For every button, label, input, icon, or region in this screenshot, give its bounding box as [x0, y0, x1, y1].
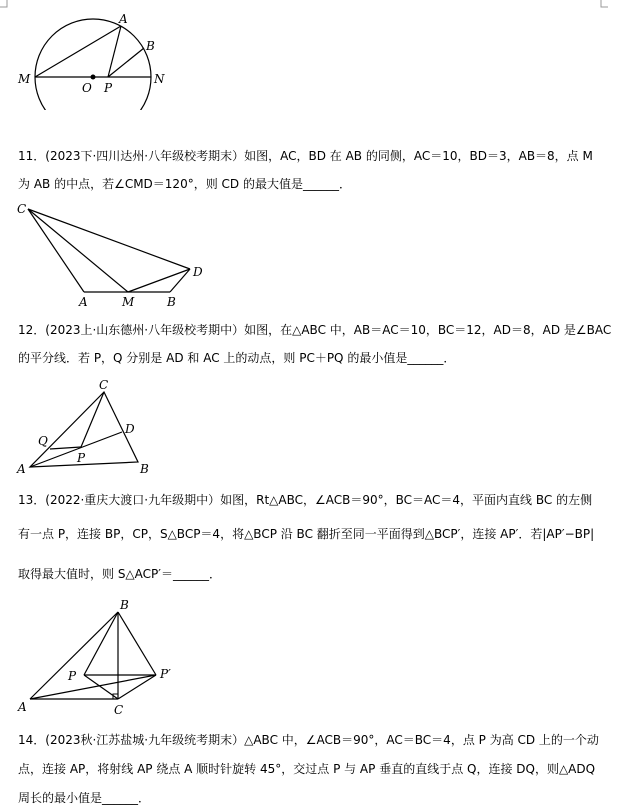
- label-a: A: [119, 12, 128, 26]
- label-b: B: [146, 39, 155, 53]
- label-p: P: [104, 81, 113, 95]
- label-d: D: [125, 422, 135, 436]
- q11-line-2: 为 AB 的中点，若∠CMD＝120°，则 CD 的最大值是______．: [18, 177, 351, 191]
- label-c: C: [114, 703, 124, 717]
- circle-o: [35, 19, 151, 110]
- label-b: B: [140, 462, 149, 476]
- q11-figure: [0, 196, 220, 314]
- label-m: M: [18, 72, 31, 86]
- q13-line-1: 13．(2022·重庆大渡口·九年级期中）如图，Rt△ABC，∠ACB＝90°，BC＝AC＝4，平面内直线 BC 的左侧: [18, 493, 593, 507]
- q13-line-3: 取得最大值时，则 S△ACP′＝______．: [18, 567, 221, 581]
- q11-line-1: 11．(2023下·四川达州·八年级校考期末）如图，AC，BD 在 AB 的同侧，AC＝10，BD＝3，AB＝8，点 M: [18, 149, 593, 163]
- label-o: O: [82, 81, 92, 95]
- label-p-prime: P′: [160, 667, 171, 681]
- segment-pb: [108, 48, 144, 77]
- q12-figure: [0, 372, 170, 480]
- label-d: D: [193, 265, 203, 279]
- segment-ma: [35, 26, 121, 77]
- q14-line-1: 14．(2023秋·江苏盐城·九年级统考期末）△ABC 中，∠ACB＝90°，AC＝BC＝4，点 P 为高 CD 上的一个动: [18, 733, 599, 747]
- label-c: C: [17, 202, 27, 216]
- q14-line-2: 点，连接 AP，将射线 AP 绕点 A 顺时针旋转 45°，交过点 P 与 AP 垂直的直线于点 Q，连接 DQ，则△ADQ: [18, 762, 596, 776]
- q13-line-2: 有一点 P，连接 BP，CP，S△BCP＝4，将△BCP 沿 BC 翻折至同一平面得到△BCP′，连接 AP′．若|AP′−BP|: [18, 527, 595, 541]
- label-q: Q: [38, 434, 48, 448]
- label-m: M: [122, 295, 135, 309]
- label-a: A: [79, 295, 88, 309]
- label-b: B: [120, 598, 129, 612]
- label-p: P: [68, 669, 77, 683]
- label-a: A: [18, 700, 27, 714]
- label-n: N: [154, 72, 165, 86]
- q13-figure: [0, 594, 200, 720]
- q12-line-2: 的平分线．若 P，Q 分别是 AD 和 AC 上的动点，则 PC＋PQ 的最小值是______．: [18, 351, 456, 365]
- crop-mark-top-right: [600, 0, 608, 8]
- label-a: A: [17, 462, 26, 476]
- segment-ap: [108, 26, 121, 77]
- center-point-o: [91, 75, 96, 80]
- q14-line-3: 周长的最小值是______．: [18, 791, 151, 805]
- label-b: B: [167, 295, 176, 309]
- label-c: C: [99, 378, 109, 392]
- circle-figure: [0, 0, 200, 110]
- q12-line-1: 12．(2023上·山东德州·八年级校考期中）如图，在△ABC 中，AB＝AC＝10，BC＝12，AD＝8，AD 是∠BAC: [18, 323, 612, 337]
- label-p: P: [77, 451, 86, 465]
